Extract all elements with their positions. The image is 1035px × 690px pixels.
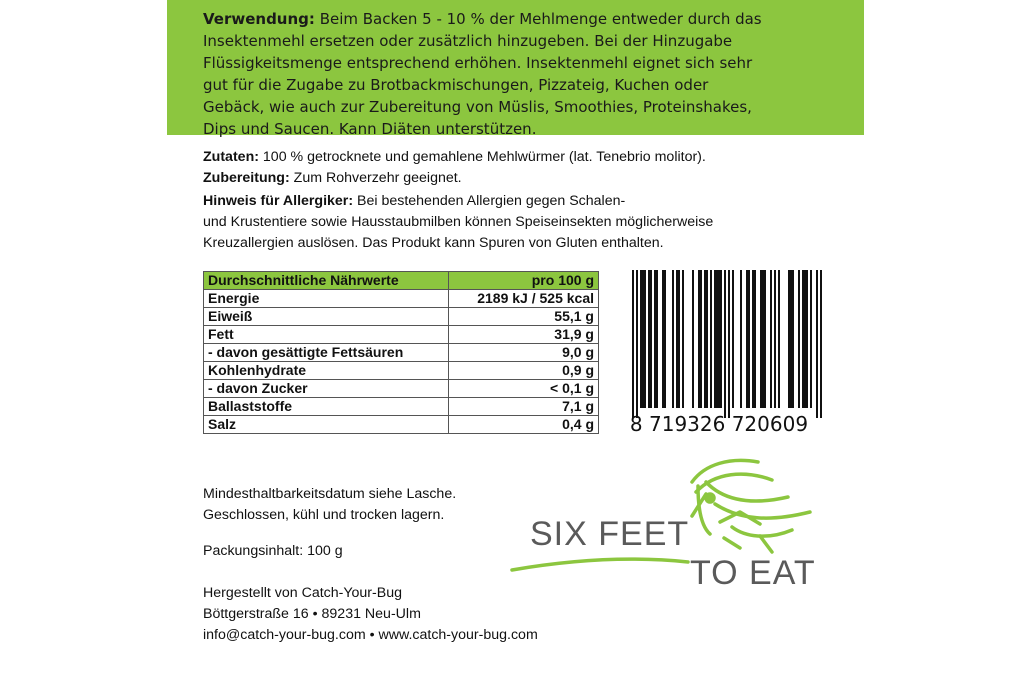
barcode-bar	[748, 270, 750, 408]
barcode-number: 8 719326 720609	[629, 412, 809, 436]
barcode-bar	[700, 270, 702, 408]
barcode-bar	[778, 270, 780, 408]
usage-line: Gebäck, wie auch zur Zubereitung von Müslis, Smoothies, Proteinshakes,	[203, 98, 752, 116]
manufacturer-block	[203, 583, 538, 646]
nutrient-value: 0,4 g	[449, 416, 599, 434]
nutrient-value: < 0,1 g	[449, 380, 599, 398]
barcode-bar	[676, 270, 678, 408]
barcode-bar	[720, 270, 722, 408]
barcode-bar	[790, 270, 792, 408]
nutrient-value: 2189 kJ / 525 kcal	[449, 290, 599, 308]
usage-line: Dips und Saucen. Kann Diäten unterstützen.	[203, 120, 537, 138]
barcode-bar	[636, 270, 638, 418]
nutrition-header-row	[204, 272, 599, 290]
barcode-bar	[642, 270, 644, 408]
nutrition-header-value: pro 100 g	[449, 272, 599, 290]
nutrient-value: 0,9 g	[449, 362, 599, 380]
allergy-line: und Krustentiere sowie Hausstaubmilben können Speiseinsekten möglicherweise	[203, 214, 714, 230]
table-row	[204, 308, 599, 326]
nutrition-header-name: Durchschnittliche Nährwerte	[204, 272, 449, 290]
barcode-bar	[718, 270, 720, 408]
table-row	[204, 290, 599, 308]
usage-line: Beim Backen 5 - 10 % der Mehlmenge entweder durch das	[319, 10, 762, 28]
barcode-bar	[762, 270, 764, 408]
barcode-bar	[650, 270, 652, 408]
preparation-text: Zum Rohverzehr geeignet.	[293, 170, 462, 186]
ingredients-label: Zutaten:	[203, 149, 259, 165]
nutrient-value: 9,0 g	[449, 344, 599, 362]
nutrient-name: Fett	[204, 326, 449, 344]
barcode-bar	[798, 270, 800, 408]
barcode-bar	[728, 270, 730, 418]
barcode-bar	[706, 270, 708, 408]
barcode-bar	[704, 270, 706, 408]
barcode-bar	[792, 270, 794, 408]
manufacturer-contact: info@catch-your-bug.com • www.catch-your-bug.com	[203, 627, 538, 643]
barcode-bar	[716, 270, 718, 408]
storage-line: Geschlossen, kühl und trocken lagern.	[203, 507, 445, 523]
barcode-bar	[714, 270, 716, 408]
allergy-block	[203, 191, 713, 254]
barcode-bar	[752, 270, 754, 408]
preparation-label: Zubereitung:	[203, 170, 290, 186]
usage-line: gut für die Zugabe zu Brotbackmischungen, Pizzateig, Kuchen oder	[203, 76, 709, 94]
logo-text-top: SIX FEET	[530, 515, 690, 553]
barcode-bar	[746, 270, 748, 408]
table-row	[204, 344, 599, 362]
table-row	[204, 326, 599, 344]
barcode-bar	[724, 270, 726, 418]
barcode-bar	[816, 270, 818, 418]
barcode-bar	[806, 270, 808, 408]
barcode-bar	[678, 270, 680, 408]
nutrient-name: - davon Zucker	[204, 380, 449, 398]
barcode-bar	[640, 270, 642, 408]
six-feet-to-eat-logo	[510, 452, 840, 592]
barcode-bar	[770, 270, 772, 408]
barcode-bars	[632, 270, 822, 418]
usage-text	[203, 8, 843, 140]
barcode-bar	[656, 270, 658, 408]
barcode-bar	[662, 270, 664, 408]
nutrient-name: - davon gesättigte Fettsäuren	[204, 344, 449, 362]
nutrient-name: Eiweiß	[204, 308, 449, 326]
ingredients-text: 100 % getrocknete und gemahlene Mehlwürmer (lat. Tenebrio molitor).	[262, 149, 706, 165]
nutrient-value: 31,9 g	[449, 326, 599, 344]
barcode-bar	[740, 270, 742, 408]
nutrient-name: Energie	[204, 290, 449, 308]
barcode-bar	[692, 270, 694, 408]
table-row	[204, 416, 599, 434]
barcode-bar	[672, 270, 674, 408]
barcode-bar	[710, 270, 712, 408]
manufacturer-line: Böttgerstraße 16 • 89231 Neu-Ulm	[203, 606, 421, 622]
nutrient-name: Salz	[204, 416, 449, 434]
barcode-bar	[764, 270, 766, 408]
allergy-label: Hinweis für Allergiker:	[203, 193, 354, 209]
barcode-bar	[820, 270, 822, 418]
nutrient-value: 55,1 g	[449, 308, 599, 326]
barcode-bar	[682, 270, 684, 408]
barcode-bar	[802, 270, 804, 408]
logo-text-bottom: TO EAT	[690, 554, 816, 592]
barcode-bar	[754, 270, 756, 408]
barcode-bar	[774, 270, 776, 408]
nutrition-table	[203, 271, 599, 434]
cricket-icon	[692, 460, 810, 552]
storage-line: Mindesthaltbarkeitsdatum siehe Lasche.	[203, 486, 457, 502]
barcode	[612, 268, 826, 436]
barcode-bar	[654, 270, 656, 408]
barcode-bar	[804, 270, 806, 408]
barcode-bar	[698, 270, 700, 408]
ingredients-block	[203, 147, 706, 189]
allergy-line: Kreuzallergien auslösen. Das Produkt kann Spuren von Gluten enthalten.	[203, 235, 664, 251]
barcode-bar	[644, 270, 646, 408]
manufacturer-line: Hergestellt von Catch-Your-Bug	[203, 585, 402, 601]
nutrient-name: Kohlenhydrate	[204, 362, 449, 380]
storage-block	[203, 484, 456, 526]
barcode-bar	[632, 270, 634, 418]
table-row	[204, 380, 599, 398]
usage-label: Verwendung:	[203, 10, 315, 28]
barcode-bar	[788, 270, 790, 408]
nutrient-value: 7,1 g	[449, 398, 599, 416]
barcode-bar	[810, 270, 812, 408]
usage-line: Insektenmehl ersetzen oder zusätzlich hinzugeben. Bei der Hinzugabe	[203, 32, 733, 50]
nutrient-name: Ballaststoffe	[204, 398, 449, 416]
package-content: Packungsinhalt: 100 g	[203, 543, 343, 559]
table-row	[204, 398, 599, 416]
barcode-bar	[664, 270, 666, 408]
barcode-bar	[732, 270, 734, 408]
usage-line: Flüssigkeitsmenge entsprechend erhöhen. Insektenmehl eignet sich sehr	[203, 54, 753, 72]
table-row	[204, 362, 599, 380]
barcode-bar	[648, 270, 650, 408]
allergy-line: Bei bestehenden Allergien gegen Schalen-	[357, 193, 626, 209]
barcode-bar	[760, 270, 762, 408]
